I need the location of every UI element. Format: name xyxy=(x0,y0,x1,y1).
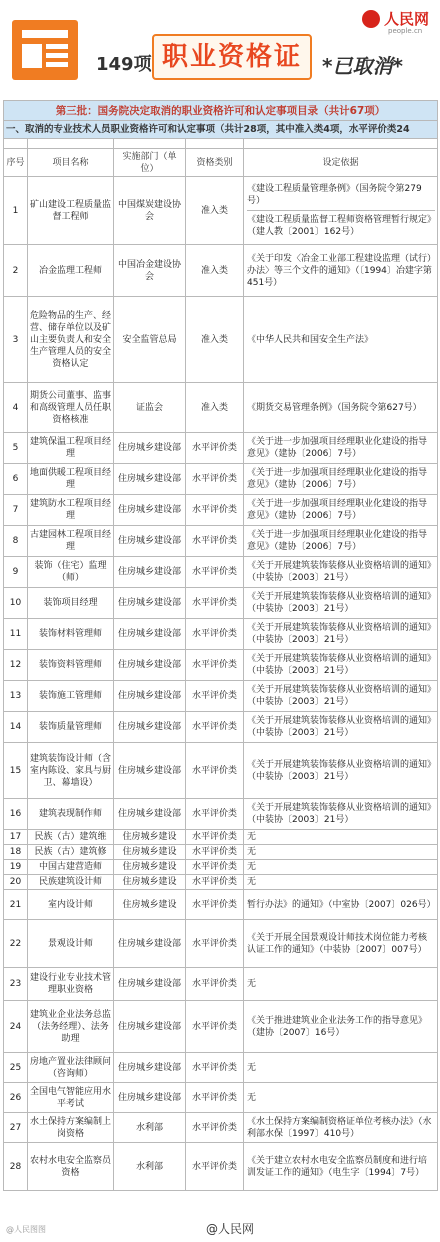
row-type: 准入类 xyxy=(186,245,244,297)
row-dept: 住房城乡建设部 xyxy=(114,743,186,799)
brand-name: 人民网 xyxy=(384,10,430,28)
row-number: 7 xyxy=(4,495,28,526)
row-dept: 住房城乡建设 xyxy=(114,830,186,845)
row-type: 水平评价类 xyxy=(186,557,244,588)
row-basis xyxy=(244,920,438,968)
brand-domain: people.cn xyxy=(388,27,423,35)
basis-entry: 《关于开展建筑装饰装修从业资格培训的通知》（中装协〔2003〕21号） xyxy=(247,592,432,614)
row-dept: 住房城乡建设部 xyxy=(114,920,186,968)
section-title-row xyxy=(4,121,438,139)
row-name: 装饰施工管理师 xyxy=(28,681,114,712)
basis-entry: 《水土保持方案编制资格证单位考核办法》（水利部水保〔1997〕410号） xyxy=(247,1116,432,1139)
row-type: 水平评价类 xyxy=(186,1001,244,1053)
row-basis xyxy=(244,1053,438,1083)
table-row xyxy=(4,464,438,495)
row-number: 24 xyxy=(4,1001,28,1053)
row-type: 水平评价类 xyxy=(186,1053,244,1083)
row-number: 15 xyxy=(4,743,28,799)
row-dept: 住房城乡建设部 xyxy=(114,526,186,557)
row-number: 13 xyxy=(4,681,28,712)
row-dept: 水利部 xyxy=(114,1113,186,1143)
basis-entry: 无 xyxy=(247,1062,257,1073)
row-basis xyxy=(244,890,438,920)
section-title: 一、取消的专业技术人员职业资格许可和认定事项（共计28项，其中准入类4项，水平评价类24 xyxy=(4,121,438,139)
row-dept: 中国冶金建设协会 xyxy=(114,245,186,297)
table-row xyxy=(4,875,438,890)
row-name: 装饰材料管理师 xyxy=(28,619,114,650)
basis-entry: 《关于开展全国景观设计师技术岗位能力考核认证工作的通知》（中装协〔2007〕007号） xyxy=(247,932,428,955)
row-type: 水平评价类 xyxy=(186,650,244,681)
row-dept: 中国煤炭建设协会 xyxy=(114,177,186,245)
row-type: 水平评价类 xyxy=(186,1143,244,1191)
basis-entry: 《关于开展建筑装饰装修从业资格培训的通知》（中装协〔2003〕21号） xyxy=(247,759,432,782)
basis-entry: 《关于进一步加强项目经理职业化建设的指导意见》（建协〔2006〕7号） xyxy=(247,499,428,521)
row-dept: 住房城乡建设 xyxy=(114,860,186,875)
row-number: 19 xyxy=(4,860,28,875)
row-dept: 住房城乡建设部 xyxy=(114,1053,186,1083)
header-banner xyxy=(0,0,440,100)
batch-title-row xyxy=(4,101,438,121)
row-type: 水平评价类 xyxy=(186,875,244,890)
row-basis xyxy=(244,799,438,830)
row-name: 建筑表现制作师 xyxy=(28,799,114,830)
row-dept: 水利部 xyxy=(114,1143,186,1191)
row-basis xyxy=(244,495,438,526)
batch-title: 第三批：国务院决定取消的职业资格许可和认定事项目录（共计67项） xyxy=(4,101,438,121)
qualification-table xyxy=(3,100,437,1191)
footer-watermark-left: @人民图图 xyxy=(6,1225,46,1234)
row-name: 期货公司董事、监事和高级管理人员任职资格核准 xyxy=(28,383,114,433)
row-number: 20 xyxy=(4,875,28,890)
row-number: 4 xyxy=(4,383,28,433)
row-dept: 住房城乡建设部 xyxy=(114,1083,186,1113)
basis-entry: 无 xyxy=(247,832,257,842)
row-type: 准入类 xyxy=(186,297,244,383)
row-name: 矿山建设工程质量监督工程师 xyxy=(28,177,114,245)
row-type: 准入类 xyxy=(186,383,244,433)
row-type: 水平评价类 xyxy=(186,920,244,968)
row-dept: 住房城乡建设部 xyxy=(114,495,186,526)
col-header-basis: 设定依据 xyxy=(244,149,438,177)
row-name: 农村水电安全监察员资格 xyxy=(28,1143,114,1191)
table-row xyxy=(4,619,438,650)
table-row xyxy=(4,650,438,681)
row-number: 8 xyxy=(4,526,28,557)
row-basis xyxy=(244,860,438,875)
table-row xyxy=(4,920,438,968)
row-dept: 住房城乡建设 xyxy=(114,845,186,860)
basis-entry: 《关于进一步加强项目经理职业化建设的指导意见》（建协〔2006〕7号） xyxy=(247,437,428,459)
spacer-row xyxy=(4,139,438,149)
basis-entry: 《关于推进建筑业企业法务工作的指导意见》（建协〔2007〕16号） xyxy=(247,1015,428,1038)
row-basis xyxy=(244,177,438,245)
table-row xyxy=(4,1053,438,1083)
row-number: 14 xyxy=(4,712,28,743)
table-row xyxy=(4,297,438,383)
row-name: 中国古建营造师 xyxy=(28,860,114,875)
basis-entry: 无 xyxy=(247,979,257,989)
row-basis xyxy=(244,1083,438,1113)
row-basis xyxy=(244,845,438,860)
row-dept: 住房城乡建设部 xyxy=(114,712,186,743)
row-type: 水平评价类 xyxy=(186,968,244,1001)
row-basis xyxy=(244,650,438,681)
basis-entry: 《中华人民共和国安全生产法》 xyxy=(247,334,374,345)
row-type: 准入类 xyxy=(186,177,244,245)
row-name: 建设行业专业技术管理职业资格 xyxy=(28,968,114,1001)
row-name: 装饰质量管理师 xyxy=(28,712,114,743)
row-number: 11 xyxy=(4,619,28,650)
row-basis xyxy=(244,681,438,712)
row-name: 冶金监理工程师 xyxy=(28,245,114,297)
row-type: 水平评价类 xyxy=(186,830,244,845)
row-type: 水平评价类 xyxy=(186,1113,244,1143)
row-dept: 证监会 xyxy=(114,383,186,433)
row-basis xyxy=(244,526,438,557)
basis-entry: 《关于开展建筑装饰装修从业资格培训的通知》（中装协〔2003〕21号） xyxy=(247,561,432,583)
row-basis xyxy=(244,557,438,588)
row-dept: 住房城乡建设部 xyxy=(114,681,186,712)
table-row xyxy=(4,968,438,1001)
row-type: 水平评价类 xyxy=(186,890,244,920)
row-basis xyxy=(244,875,438,890)
table-row xyxy=(4,890,438,920)
row-type: 水平评价类 xyxy=(186,433,244,464)
row-name: 建筑装饰设计师（含室内陈设、家具与厨卫、幕墙设） xyxy=(28,743,114,799)
row-name: 民族（古）建筑维 xyxy=(28,830,114,845)
row-number: 1 xyxy=(4,177,28,245)
row-number: 5 xyxy=(4,433,28,464)
row-basis xyxy=(244,830,438,845)
row-type: 水平评价类 xyxy=(186,845,244,860)
row-name: 建筑保温工程项目经理 xyxy=(28,433,114,464)
basis-entry: 暂行办法》的通知》（中室协〔2007〕026号） xyxy=(247,899,436,910)
brand-logo xyxy=(362,6,434,38)
table-row xyxy=(4,1083,438,1113)
row-type: 水平评价类 xyxy=(186,526,244,557)
table-row xyxy=(4,743,438,799)
row-dept: 住房城乡建设部 xyxy=(114,619,186,650)
basis-entry: 《关于开展建筑装饰装修从业资格培训的通知》（中装协〔2003〕21号） xyxy=(247,685,432,707)
row-name: 地面供暖工程项目经理 xyxy=(28,464,114,495)
row-basis xyxy=(244,383,438,433)
footer-watermark-right: @人民网 xyxy=(206,1222,255,1236)
row-name: 室内设计师 xyxy=(28,890,114,920)
document-icon xyxy=(12,20,78,80)
basis-entry: 无 xyxy=(247,862,257,872)
table-row xyxy=(4,557,438,588)
row-basis xyxy=(244,245,438,297)
brand-circle-icon xyxy=(362,10,380,28)
basis-entry: 《关于开展建筑装饰装修从业资格培训的通知》（中装协〔2003〕21号） xyxy=(247,623,432,645)
row-name: 民族建筑设计师 xyxy=(28,875,114,890)
row-number: 6 xyxy=(4,464,28,495)
row-type: 水平评价类 xyxy=(186,860,244,875)
title-suffix: *已取消* xyxy=(322,54,403,78)
col-header-no: 序号 xyxy=(4,149,28,177)
basis-entry: 无 xyxy=(247,847,257,857)
row-dept: 安全监管总局 xyxy=(114,297,186,383)
row-name: 建筑业企业法务总监（法务经理）、法务助理 xyxy=(28,1001,114,1053)
row-dept: 住房城乡建设 xyxy=(114,890,186,920)
row-name: 危险物品的生产、经营、储存单位以及矿山主要负责人和安全生产管理人员的安全资格认定 xyxy=(28,297,114,383)
row-basis xyxy=(244,588,438,619)
row-number: 9 xyxy=(4,557,28,588)
row-name: 古建园林工程项目经理 xyxy=(28,526,114,557)
basis-entry: 无 xyxy=(247,1092,257,1103)
table-row xyxy=(4,1113,438,1143)
row-type: 水平评价类 xyxy=(186,743,244,799)
row-number: 27 xyxy=(4,1113,28,1143)
table-row xyxy=(4,1001,438,1053)
row-dept: 住房城乡建设部 xyxy=(114,799,186,830)
row-number: 17 xyxy=(4,830,28,845)
table-row xyxy=(4,433,438,464)
table-row xyxy=(4,526,438,557)
basis-entry: 《关于进一步加强项目经理职业化建设的指导意见》（建协〔2006〕7号） xyxy=(247,530,428,552)
row-type: 水平评价类 xyxy=(186,588,244,619)
basis-entry: 《关于进一步加强项目经理职业化建设的指导意见》（建协〔2006〕7号） xyxy=(247,468,428,490)
row-basis xyxy=(244,464,438,495)
row-name: 建筑防水工程项目经理 xyxy=(28,495,114,526)
table-row xyxy=(4,845,438,860)
table-row xyxy=(4,799,438,830)
row-type: 水平评价类 xyxy=(186,712,244,743)
row-name: 装饰（住宅）监理（师） xyxy=(28,557,114,588)
table-row xyxy=(4,860,438,875)
row-basis xyxy=(244,743,438,799)
col-header-type: 资格类别 xyxy=(186,149,244,177)
col-header-dept: 实施部门（单位） xyxy=(114,149,186,177)
table-row xyxy=(4,1143,438,1191)
row-name: 民族（古）建筑修 xyxy=(28,845,114,860)
row-type: 水平评价类 xyxy=(186,681,244,712)
basis-entry: 《建设工程质量监督工程师资格管理暂行规定》（建人教〔2001〕162号） xyxy=(247,210,435,238)
row-basis xyxy=(244,1001,438,1053)
row-basis xyxy=(244,712,438,743)
col-header-name: 项目名称 xyxy=(28,149,114,177)
row-dept: 住房城乡建设部 xyxy=(114,433,186,464)
row-dept: 住房城乡建设部 xyxy=(114,650,186,681)
row-name: 房地产置业法律顾问（咨询师） xyxy=(28,1053,114,1083)
table-row xyxy=(4,830,438,845)
row-type: 水平评价类 xyxy=(186,464,244,495)
row-number: 3 xyxy=(4,297,28,383)
table-row xyxy=(4,383,438,433)
table-row xyxy=(4,177,438,245)
row-number: 10 xyxy=(4,588,28,619)
basis-entry: 《关于开展建筑装饰装修从业资格培训的通知》（中装协〔2003〕21号） xyxy=(247,654,432,676)
row-number: 21 xyxy=(4,890,28,920)
row-dept: 住房城乡建设部 xyxy=(114,1001,186,1053)
row-basis xyxy=(244,619,438,650)
row-number: 23 xyxy=(4,968,28,1001)
row-basis xyxy=(244,1113,438,1143)
table-row xyxy=(4,712,438,743)
table-row xyxy=(4,681,438,712)
row-basis xyxy=(244,433,438,464)
basis-entry: 《关于开展建筑装饰装修从业资格培训的通知》（中装协〔2003〕21号） xyxy=(247,716,432,738)
row-number: 18 xyxy=(4,845,28,860)
row-dept: 住房城乡建设部 xyxy=(114,968,186,1001)
row-name: 装饰项目经理 xyxy=(28,588,114,619)
row-number: 25 xyxy=(4,1053,28,1083)
row-number: 26 xyxy=(4,1083,28,1113)
row-dept: 住房城乡建设部 xyxy=(114,464,186,495)
row-number: 2 xyxy=(4,245,28,297)
table-row xyxy=(4,588,438,619)
row-basis xyxy=(244,968,438,1001)
item-count: 149项 xyxy=(96,54,152,75)
row-number: 28 xyxy=(4,1143,28,1191)
row-name: 水土保持方案编制上岗资格 xyxy=(28,1113,114,1143)
row-basis xyxy=(244,1143,438,1191)
basis-entry: 《关于开展建筑装饰装修从业资格培训的通知》（中装协〔2003〕21号） xyxy=(247,803,432,825)
table-row xyxy=(4,245,438,297)
row-type: 水平评价类 xyxy=(186,799,244,830)
row-number: 12 xyxy=(4,650,28,681)
column-header-row xyxy=(4,149,438,177)
page-title: 职业资格证 xyxy=(152,34,312,80)
row-name: 全国电气智能应用水平考试 xyxy=(28,1083,114,1113)
row-type: 水平评价类 xyxy=(186,1083,244,1113)
basis-entry: 《建设工程质量管理条例》（国务院令第279号） xyxy=(247,184,422,206)
basis-entry: 无 xyxy=(247,877,257,887)
basis-entry: 《关于建立农村水电安全监察员制度和进行培训发证工作的通知》（电生字〔1994〕7号） xyxy=(247,1155,428,1178)
row-dept: 住房城乡建设部 xyxy=(114,588,186,619)
row-type: 水平评价类 xyxy=(186,619,244,650)
row-name: 装饰资料管理师 xyxy=(28,650,114,681)
row-number: 16 xyxy=(4,799,28,830)
basis-entry: 《期货交易管理条例》（国务院令第627号） xyxy=(247,402,422,413)
row-number: 22 xyxy=(4,920,28,968)
row-type: 水平评价类 xyxy=(186,495,244,526)
row-name: 景观设计师 xyxy=(28,920,114,968)
row-dept: 住房城乡建设部 xyxy=(114,557,186,588)
basis-entry: 《关于印发〈冶金工业部工程建设监理（试行）办法〉等三个文件的通知》（〔1994〕冶建字第451号） xyxy=(247,253,432,288)
row-basis xyxy=(244,297,438,383)
row-dept: 住房城乡建设 xyxy=(114,875,186,890)
table-row xyxy=(4,495,438,526)
